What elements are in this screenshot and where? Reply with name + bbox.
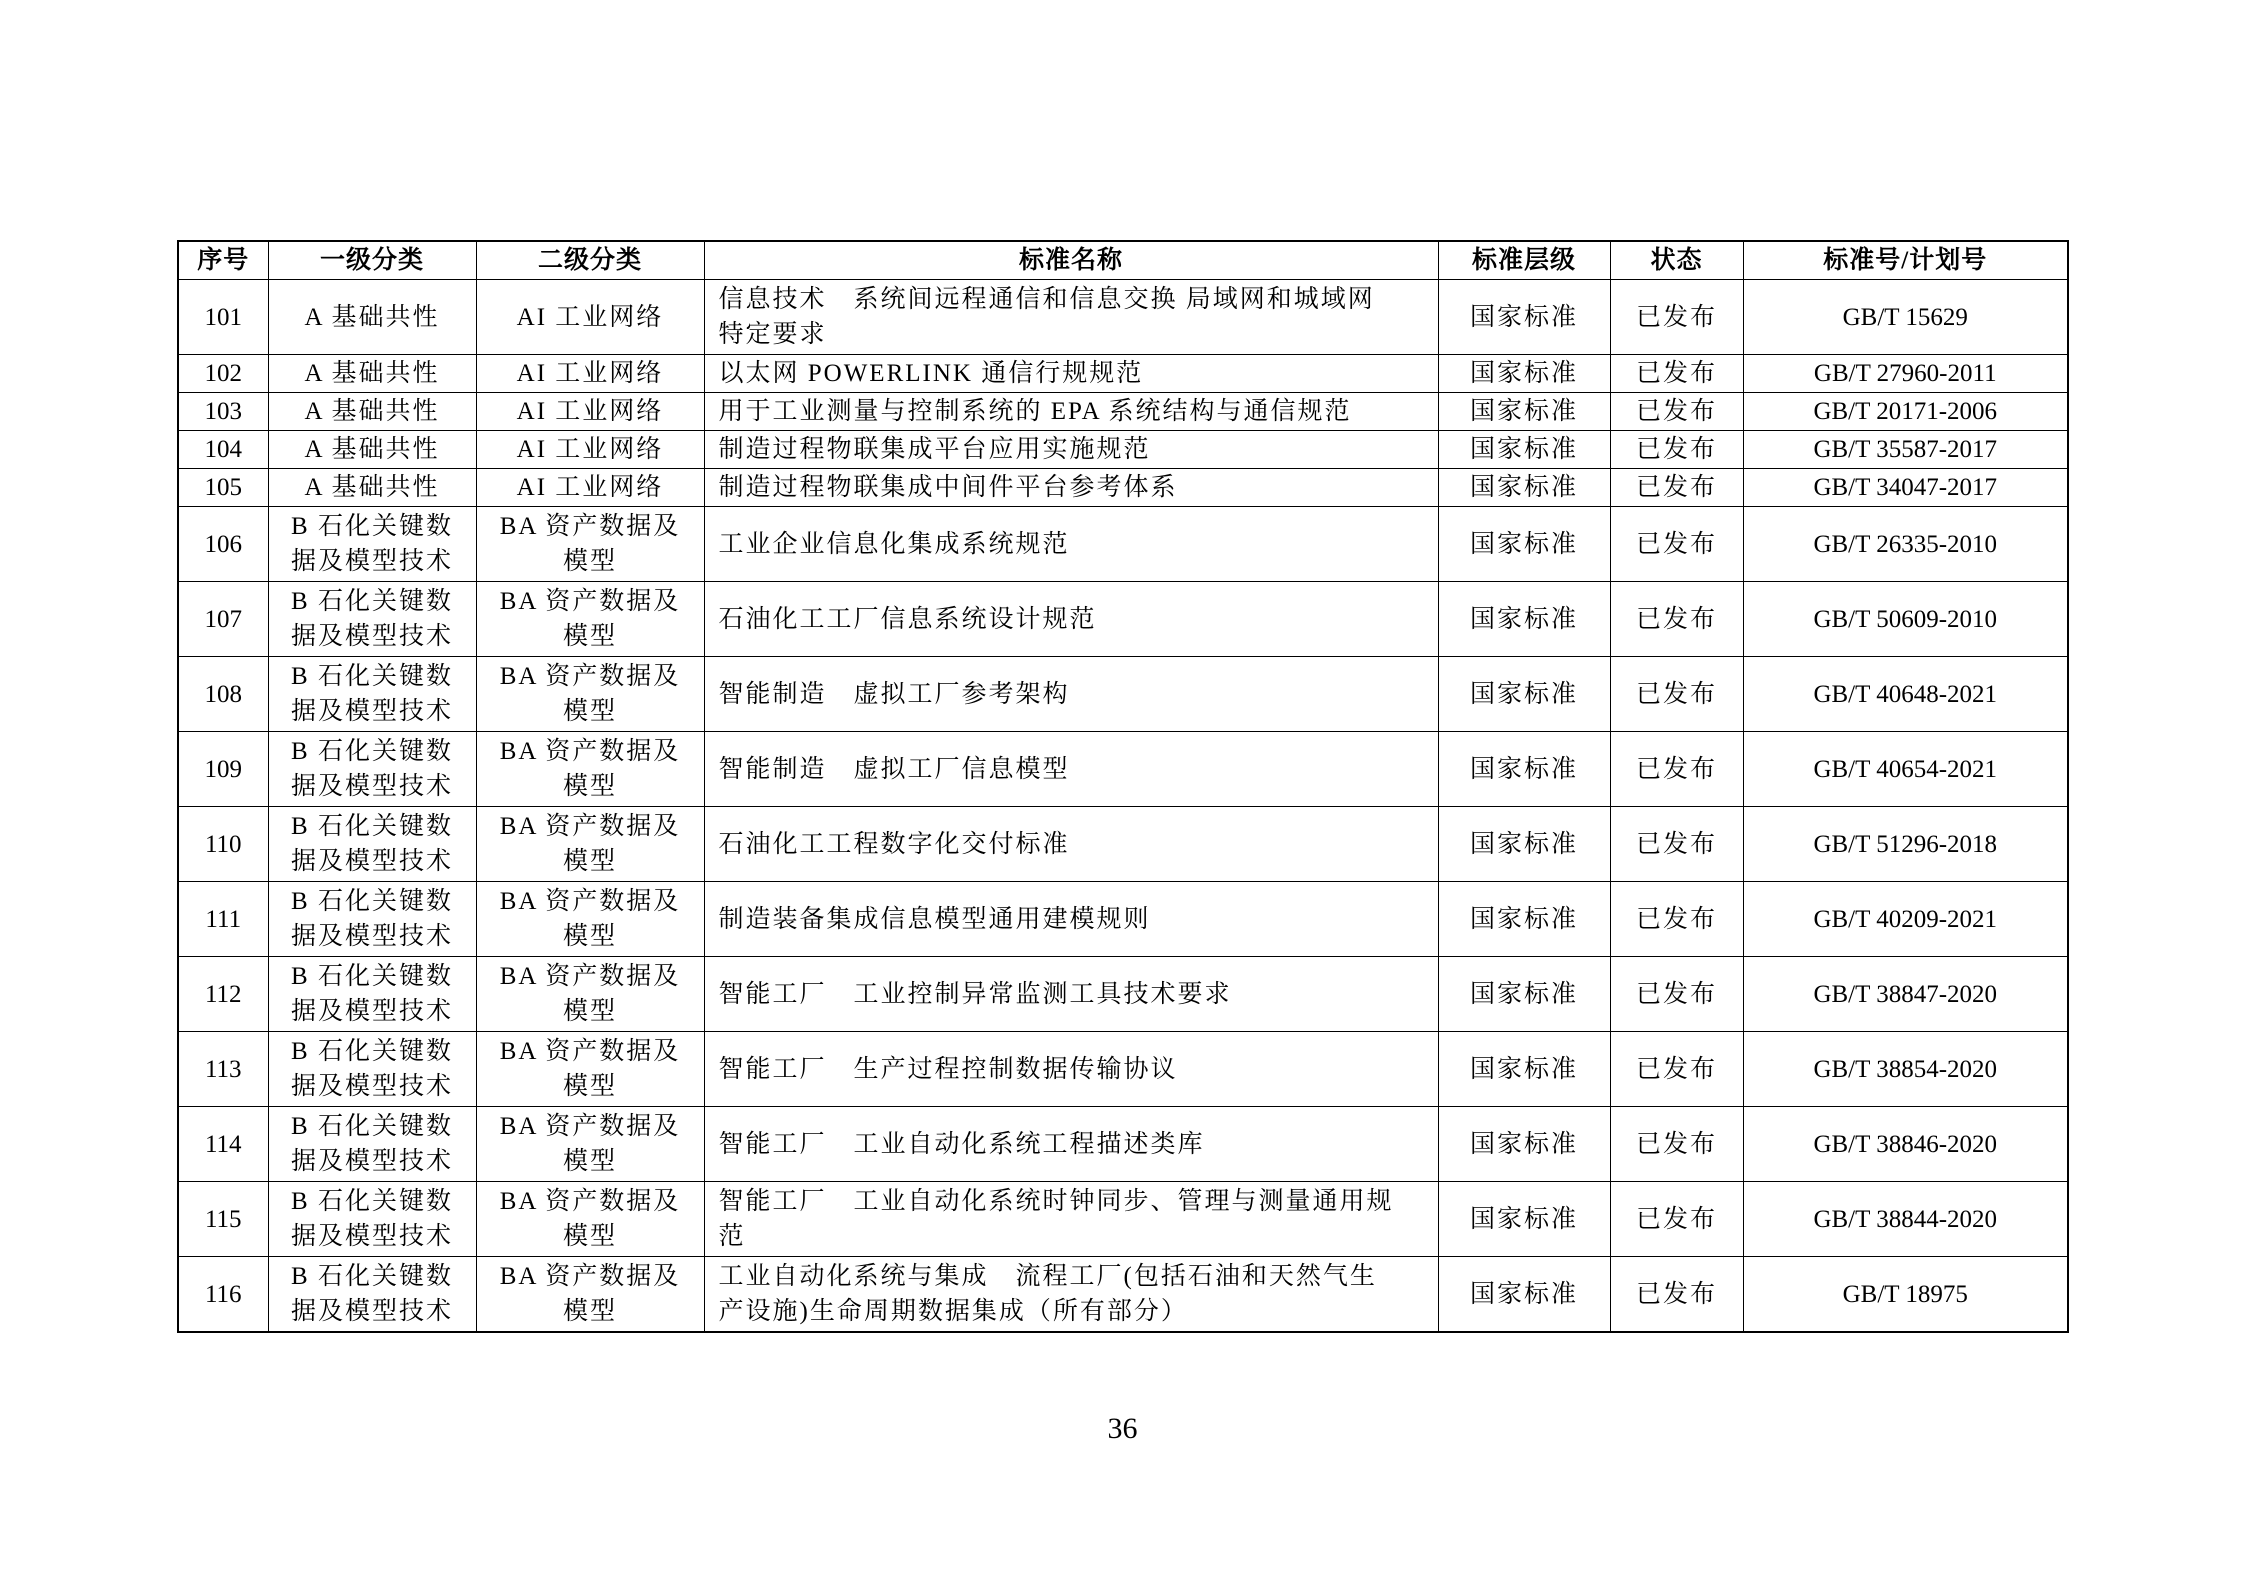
cell-level2-category: BA 资产数据及 模型	[476, 1107, 704, 1182]
cell-standard-code: GB/T 38844-2020	[1743, 1182, 2068, 1257]
header-no: 序号	[178, 241, 268, 280]
cell-standard-tier: 国家标准	[1438, 280, 1610, 355]
cell-level2-category: AI 工业网络	[476, 431, 704, 469]
cell-level2-category: BA 资产数据及 模型	[476, 807, 704, 882]
cell-no: 112	[178, 957, 268, 1032]
cell-no: 116	[178, 1257, 268, 1333]
cell-status: 已发布	[1610, 393, 1743, 431]
cell-standard-tier: 国家标准	[1438, 957, 1610, 1032]
header-standard-tier: 标准层级	[1438, 241, 1610, 280]
cell-level2-category: AI 工业网络	[476, 393, 704, 431]
cell-standard-code: GB/T 35587-2017	[1743, 431, 2068, 469]
cell-standard-code: GB/T 38847-2020	[1743, 957, 2068, 1032]
cell-no: 104	[178, 431, 268, 469]
cell-no: 103	[178, 393, 268, 431]
cell-status: 已发布	[1610, 469, 1743, 507]
table-row	[178, 1257, 2068, 1333]
cell-status: 已发布	[1610, 1032, 1743, 1107]
cell-level1-category: B 石化关键数 据及模型技术	[268, 882, 476, 957]
cell-no: 110	[178, 807, 268, 882]
cell-status: 已发布	[1610, 1182, 1743, 1257]
cell-standard-code: GB/T 34047-2017	[1743, 469, 2068, 507]
cell-status: 已发布	[1610, 657, 1743, 732]
cell-standard-tier: 国家标准	[1438, 732, 1610, 807]
cell-level1-category: A 基础共性	[268, 469, 476, 507]
table-row	[178, 732, 2068, 807]
header-status: 状态	[1610, 241, 1743, 280]
cell-standard-name: 智能工厂 生产过程控制数据传输协议	[704, 1032, 1438, 1107]
cell-standard-tier: 国家标准	[1438, 507, 1610, 582]
table-row	[178, 469, 2068, 507]
cell-standard-name: 智能制造 虚拟工厂参考架构	[704, 657, 1438, 732]
cell-level1-category: A 基础共性	[268, 431, 476, 469]
cell-level2-category: BA 资产数据及 模型	[476, 882, 704, 957]
cell-standard-tier: 国家标准	[1438, 469, 1610, 507]
cell-level1-category: B 石化关键数 据及模型技术	[268, 1107, 476, 1182]
cell-standard-tier: 国家标准	[1438, 393, 1610, 431]
cell-level2-category: AI 工业网络	[476, 469, 704, 507]
cell-standard-name: 制造装备集成信息模型通用建模规则	[704, 882, 1438, 957]
cell-standard-code: GB/T 40654-2021	[1743, 732, 2068, 807]
cell-level1-category: B 石化关键数 据及模型技术	[268, 1032, 476, 1107]
cell-level1-category: A 基础共性	[268, 280, 476, 355]
cell-standard-tier: 国家标准	[1438, 431, 1610, 469]
cell-standard-name: 智能工厂 工业自动化系统时钟同步、管理与测量通用规 范	[704, 1182, 1438, 1257]
cell-level2-category: BA 资产数据及 模型	[476, 957, 704, 1032]
cell-standard-code: GB/T 20171-2006	[1743, 393, 2068, 431]
cell-standard-tier: 国家标准	[1438, 1182, 1610, 1257]
table-row	[178, 1182, 2068, 1257]
cell-level2-category: BA 资产数据及 模型	[476, 507, 704, 582]
cell-no: 101	[178, 280, 268, 355]
table-row	[178, 807, 2068, 882]
table-row	[178, 431, 2068, 469]
cell-no: 115	[178, 1182, 268, 1257]
cell-standard-name: 智能工厂 工业控制异常监测工具技术要求	[704, 957, 1438, 1032]
table-row	[178, 882, 2068, 957]
cell-status: 已发布	[1610, 957, 1743, 1032]
cell-standard-tier: 国家标准	[1438, 807, 1610, 882]
cell-status: 已发布	[1610, 1257, 1743, 1333]
cell-no: 108	[178, 657, 268, 732]
cell-standard-code: GB/T 51296-2018	[1743, 807, 2068, 882]
cell-level2-category: AI 工业网络	[476, 280, 704, 355]
cell-status: 已发布	[1610, 431, 1743, 469]
page-number: 36	[1107, 1412, 1138, 1445]
cell-no: 111	[178, 882, 268, 957]
cell-standard-tier: 国家标准	[1438, 355, 1610, 393]
cell-standard-name: 石油化工工程数字化交付标准	[704, 807, 1438, 882]
cell-no: 102	[178, 355, 268, 393]
cell-status: 已发布	[1610, 807, 1743, 882]
table-row	[178, 1032, 2068, 1107]
cell-standard-code: GB/T 38854-2020	[1743, 1032, 2068, 1107]
cell-status: 已发布	[1610, 507, 1743, 582]
cell-status: 已发布	[1610, 355, 1743, 393]
table-row	[178, 582, 2068, 657]
cell-standard-code: GB/T 40648-2021	[1743, 657, 2068, 732]
cell-level2-category: BA 资产数据及 模型	[476, 582, 704, 657]
table-row	[178, 1107, 2068, 1182]
cell-no: 114	[178, 1107, 268, 1182]
table-row	[178, 355, 2068, 393]
cell-standard-name: 工业自动化系统与集成 流程工厂(包括石油和天然气生 产设施)生命周期数据集成（所有部分）	[704, 1257, 1438, 1333]
cell-level1-category: B 石化关键数 据及模型技术	[268, 507, 476, 582]
header-level2-category: 二级分类	[476, 241, 704, 280]
cell-level1-category: A 基础共性	[268, 355, 476, 393]
cell-standard-name: 制造过程物联集成中间件平台参考体系	[704, 469, 1438, 507]
cell-status: 已发布	[1610, 732, 1743, 807]
cell-standard-tier: 国家标准	[1438, 1257, 1610, 1333]
cell-status: 已发布	[1610, 280, 1743, 355]
cell-standard-code: GB/T 15629	[1743, 280, 2068, 355]
cell-standard-name: 信息技术 系统间远程通信和信息交换 局域网和城域网 特定要求	[704, 280, 1438, 355]
cell-standard-code: GB/T 26335-2010	[1743, 507, 2068, 582]
header-row	[178, 241, 2068, 280]
cell-no: 113	[178, 1032, 268, 1107]
cell-level2-category: BA 资产数据及 模型	[476, 657, 704, 732]
cell-level2-category: BA 资产数据及 模型	[476, 732, 704, 807]
cell-level1-category: B 石化关键数 据及模型技术	[268, 732, 476, 807]
cell-level2-category: BA 资产数据及 模型	[476, 1032, 704, 1107]
cell-standard-tier: 国家标准	[1438, 882, 1610, 957]
cell-no: 107	[178, 582, 268, 657]
table-row	[178, 393, 2068, 431]
cell-no: 105	[178, 469, 268, 507]
cell-no: 109	[178, 732, 268, 807]
cell-level1-category: A 基础共性	[268, 393, 476, 431]
cell-standard-name: 以太网 POWERLINK 通信行规规范	[704, 355, 1438, 393]
standards-table	[177, 240, 2069, 1333]
cell-level2-category: AI 工业网络	[476, 355, 704, 393]
cell-level1-category: B 石化关键数 据及模型技术	[268, 1257, 476, 1333]
cell-status: 已发布	[1610, 582, 1743, 657]
cell-level1-category: B 石化关键数 据及模型技术	[268, 807, 476, 882]
cell-standard-tier: 国家标准	[1438, 582, 1610, 657]
cell-standard-name: 智能制造 虚拟工厂信息模型	[704, 732, 1438, 807]
cell-standard-tier: 国家标准	[1438, 1107, 1610, 1182]
cell-standard-code: GB/T 27960-2011	[1743, 355, 2068, 393]
cell-level1-category: B 石化关键数 据及模型技术	[268, 957, 476, 1032]
cell-standard-name: 石油化工工厂信息系统设计规范	[704, 582, 1438, 657]
cell-status: 已发布	[1610, 1107, 1743, 1182]
header-standard-name: 标准名称	[704, 241, 1438, 280]
table-row	[178, 507, 2068, 582]
cell-level1-category: B 石化关键数 据及模型技术	[268, 657, 476, 732]
table-row	[178, 957, 2068, 1032]
cell-standard-name: 制造过程物联集成平台应用实施规范	[704, 431, 1438, 469]
cell-standard-tier: 国家标准	[1438, 657, 1610, 732]
cell-standard-code: GB/T 50609-2010	[1743, 582, 2068, 657]
cell-standard-name: 智能工厂 工业自动化系统工程描述类库	[704, 1107, 1438, 1182]
table-row	[178, 280, 2068, 355]
table-body	[178, 280, 2068, 1333]
cell-standard-name: 用于工业测量与控制系统的 EPA 系统结构与通信规范	[704, 393, 1438, 431]
cell-standard-name: 工业企业信息化集成系统规范	[704, 507, 1438, 582]
cell-level1-category: B 石化关键数 据及模型技术	[268, 582, 476, 657]
header-level1-category: 一级分类	[268, 241, 476, 280]
cell-standard-code: GB/T 18975	[1743, 1257, 2068, 1333]
cell-status: 已发布	[1610, 882, 1743, 957]
cell-level1-category: B 石化关键数 据及模型技术	[268, 1182, 476, 1257]
cell-level2-category: BA 资产数据及 模型	[476, 1182, 704, 1257]
cell-standard-tier: 国家标准	[1438, 1032, 1610, 1107]
cell-standard-code: GB/T 40209-2021	[1743, 882, 2068, 957]
table-row	[178, 657, 2068, 732]
header-standard-code: 标准号/计划号	[1743, 241, 2068, 280]
cell-no: 106	[178, 507, 268, 582]
cell-level2-category: BA 资产数据及 模型	[476, 1257, 704, 1333]
cell-standard-code: GB/T 38846-2020	[1743, 1107, 2068, 1182]
